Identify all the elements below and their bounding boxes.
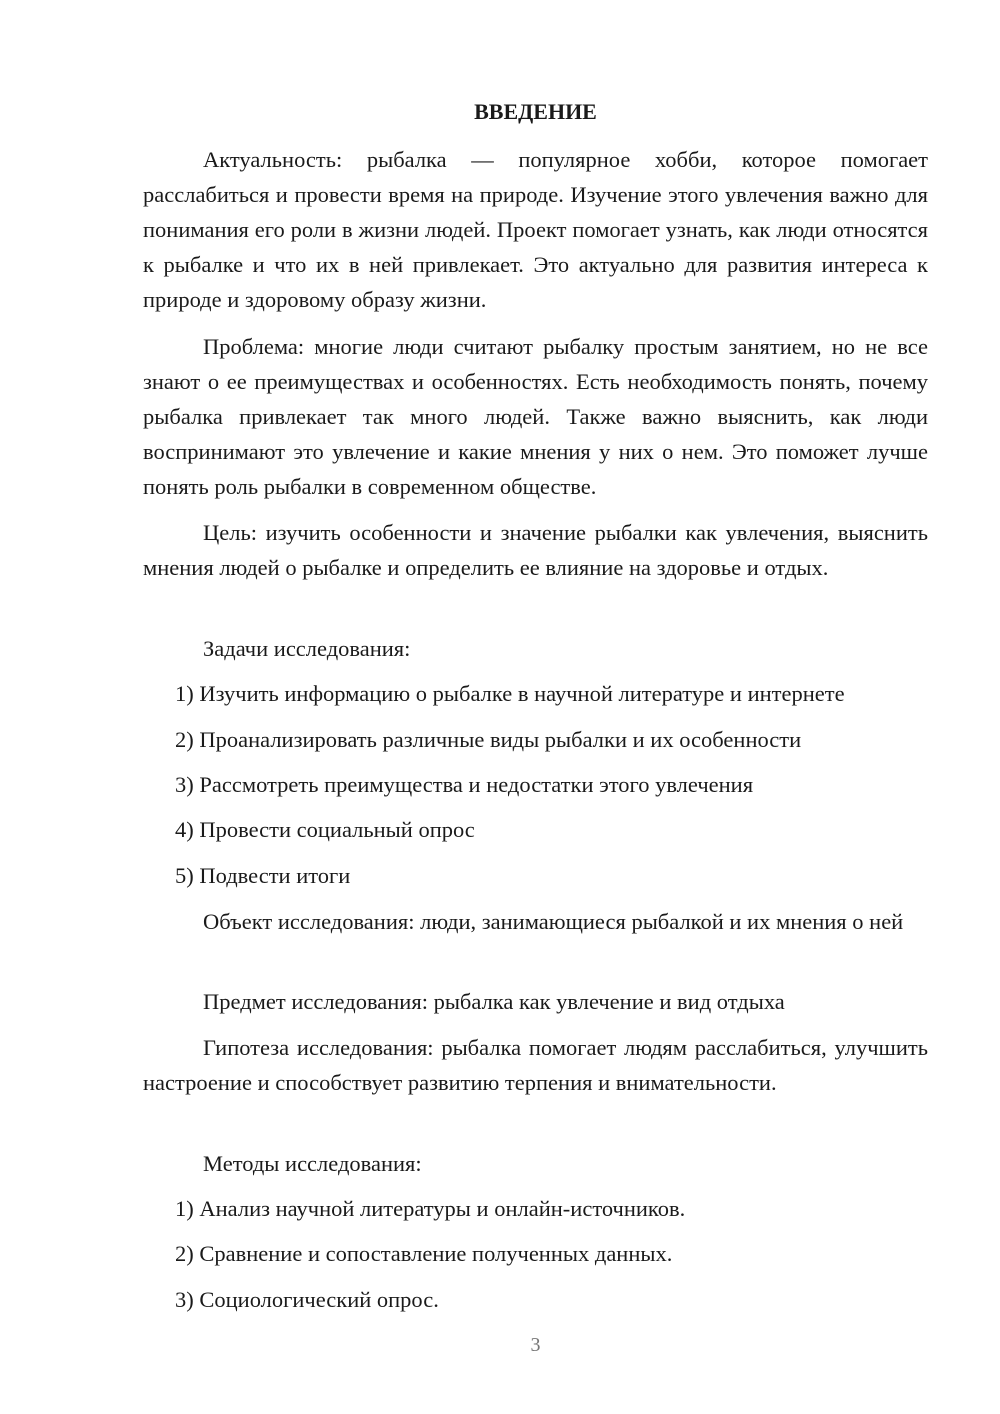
tasks-heading: Задачи исследования: [203, 636, 411, 661]
subject-paragraph: Предмет исследования: рыбалка как увлечение и вид отдыха [203, 989, 785, 1014]
section-title: ВВЕДЕНИЕ [474, 99, 597, 124]
problem-paragraph: Проблема: многие люди считают рыбалку простым занятием, но не все знают о ее преимуществах и особенностях. Есть необходимость понять, почему рыбалка привлекает так много людей. Также важно выяснить, как люди воспринимают это увлечение и какие мнения у них о нем. Это поможет лучше понять роль рыбалки в современном обществе. [143, 334, 928, 499]
method-item-2: 2) Сравнение и сопоставление полученных данных. [175, 1241, 673, 1266]
goal-paragraph: Цель: изучить особенности и значение рыбалки как увлечения, выяснить мнения людей о рыбалке и определить ее влияние на здоровье и отдых. [143, 520, 928, 580]
method-item-1: 1) Анализ научной литературы и онлайн-источников. [175, 1196, 686, 1221]
task-item-1: 1) Изучить информацию о рыбалке в научной литературе и интернете [175, 681, 845, 706]
task-item-5: 5) Подвести итоги [175, 863, 351, 888]
methods-heading: Методы исследования: [203, 1151, 422, 1176]
hypothesis-paragraph [143, 1030, 928, 1100]
task-item-3: 3) Рассмотреть преимущества и недостатки этого увлечения [175, 772, 754, 797]
method-item-3: 3) Социологический опрос. [175, 1287, 439, 1312]
object-paragraph: Объект исследования: люди, занимающиеся рыбалкой и их мнения о ней [203, 909, 904, 934]
page-number: 3 [530, 1334, 541, 1356]
document-page [143, 0, 928, 1414]
relevance-paragraph: Актуальность: рыбалка — популярное хобби, которое помогает расслабиться и провести время на природе. Изучение этого увлечения важно для понимания его роли в жизни людей. Проект помогает узнать, как люди относятся к рыбалке и что их в ней привлекает. Это актуально для развития интереса к природе и здоровому образу жизни. [143, 147, 928, 312]
task-item-4: 4) Провести социальный опрос [175, 817, 475, 842]
hypothesis-text: Гипотеза исследования: рыбалка помогает людям расслабиться, улучшить настроение и способствует развитию терпения и внимательности. [143, 1035, 928, 1095]
task-item-2: 2) Проанализировать различные виды рыбалки и их особенности [175, 727, 802, 752]
